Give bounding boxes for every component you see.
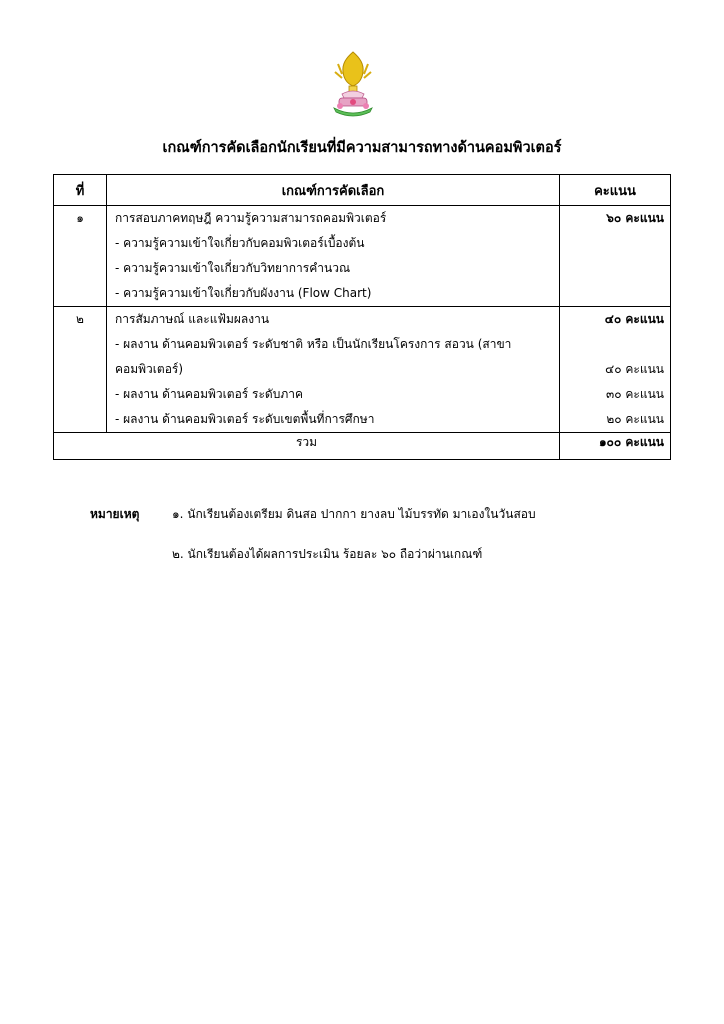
criteria-cell [107, 206, 560, 307]
notes-label: หมายเหตุ [90, 507, 140, 521]
criteria-item: - ความรู้ความเข้าใจเกี่ยวกับผังงาน (Flow Chart) [115, 286, 372, 300]
table-row [54, 206, 671, 307]
criteria-item: - ผลงาน ด้านคอมพิวเตอร์ ระดับภาค [115, 387, 304, 401]
criteria-cell [107, 307, 560, 433]
total-score: ๑๐๐ คะแนน [560, 433, 671, 460]
school-emblem-logo [330, 50, 376, 120]
criteria-item: - ผลงาน ด้านคอมพิวเตอร์ ระดับชาติ หรือ เป็นนักเรียนโครงการ สอวน (สาขา [115, 337, 512, 351]
row-number: ๒ [76, 312, 84, 326]
score-value: ๔๐ คะแนน [605, 362, 664, 376]
note-item: ๒. นักเรียนต้องได้ผลการประเมิน ร้อยละ ๖๐ ถือว่าผ่านเกณฑ์ [172, 547, 483, 561]
criteria-heading: การสัมภาษณ์ และแฟ้มผลงาน [115, 312, 270, 326]
criteria-item: - ผลงาน ด้านคอมพิวเตอร์ ระดับเขตพื้นที่การศึกษา [115, 412, 375, 426]
note-item: ๑. นักเรียนต้องเตรียม ดินสอ ปากกา ยางลบ ไม้บรรทัด มาเองในวันสอบ [172, 507, 536, 521]
criteria-item: - ความรู้ความเข้าใจเกี่ยวกับวิทยาการคำนวณ [115, 261, 351, 275]
score-value [560, 332, 670, 357]
score-value: ๔๐ คะแนน [604, 312, 664, 326]
criteria-table [53, 174, 671, 460]
score-value: ๓๐ คะแนน [606, 387, 664, 401]
score-cell [560, 307, 671, 433]
score-value: ๒๐ คะแนน [606, 412, 664, 426]
table-header-row [54, 175, 671, 206]
total-row [54, 433, 671, 460]
criteria-item: คอมพิวเตอร์) [115, 362, 184, 376]
criteria-heading: การสอบภาคทฤษฎี ความรู้ความสามารถคอมพิวเตอร์ [115, 211, 387, 225]
header-criteria: เกณฑ์การคัดเลือก [107, 175, 560, 206]
header-no: ที่ [54, 175, 107, 206]
row-number: ๑ [76, 211, 84, 225]
total-label: รวม [54, 433, 560, 460]
row-number-cell [54, 307, 107, 433]
table-row [54, 307, 671, 433]
criteria-item: - ความรู้ความเข้าใจเกี่ยวกับคอมพิวเตอร์เบื้องต้น [115, 236, 365, 250]
row-number-cell [54, 206, 107, 307]
score-value: ๖๐ คะแนน [606, 211, 664, 225]
score-cell [560, 206, 671, 307]
page-title: เกณฑ์การคัดเลือกนักเรียนที่มีความสามารถทางด้านคอมพิวเตอร์ [162, 140, 562, 156]
header-score: คะแนน [560, 175, 671, 206]
